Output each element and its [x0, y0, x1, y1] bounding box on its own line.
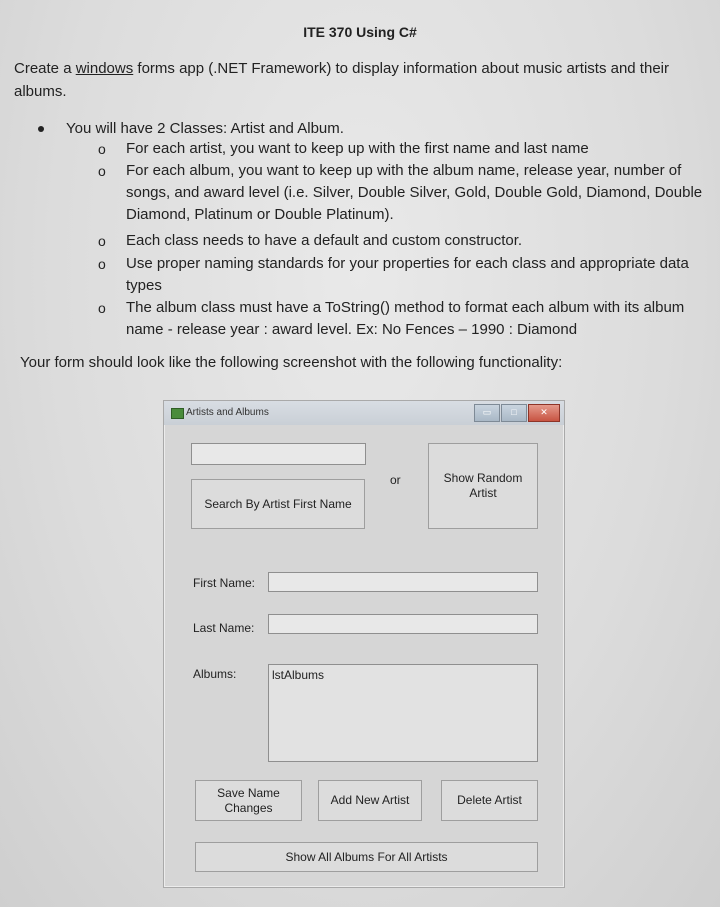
sub-item-text: For each album, you want to keep up with the album name, release year, number of songs, and award level (i.e. Silver, Double Silver, Gold, Double Gold, Diamond, Double Diamond, Platinum or Double Platinum). — [126, 162, 703, 223]
app-icon — [171, 408, 184, 419]
sub-bullet-icon: o — [98, 233, 106, 249]
first-name-label: First Name: — [193, 576, 256, 590]
bullet-dot-icon — [38, 126, 44, 132]
search-by-first-name-button[interactable]: Search By Artist First Name — [191, 479, 365, 529]
sub-bullet-icon: o — [98, 300, 106, 316]
maximize-button[interactable]: □ — [501, 404, 527, 422]
page-title: ITE 370 Using C# — [303, 24, 417, 40]
last-name-label: Last Name: — [193, 621, 255, 635]
sub-bullet-icon: o — [98, 256, 106, 272]
window-titlebar[interactable] — [164, 401, 564, 425]
sub-bullet-icon: o — [98, 141, 106, 157]
albums-list-item[interactable]: lstAlbums — [272, 668, 325, 682]
sub-item-text: For each artist, you want to keep up with the first name and last name — [126, 140, 589, 157]
window-controls — [474, 404, 560, 420]
show-random-artist-button[interactable]: Show Random Artist — [428, 443, 538, 529]
window-title: Artists and Albums — [186, 407, 269, 418]
sub-item-5 — [98, 297, 708, 341]
bullet-main-text: You will have 2 Classes: Artist and Album. — [66, 120, 344, 137]
intro-paragraph — [14, 57, 704, 103]
sub-item-4 — [98, 253, 708, 297]
bullet-main — [38, 120, 344, 137]
sub-item-3 — [98, 230, 708, 252]
albums-label: Albums: — [193, 667, 237, 681]
search-input[interactable] — [191, 443, 366, 465]
close-button[interactable]: ✕ — [528, 404, 560, 422]
form-intro-text: Your form should look like the following screenshot with the following functionality: — [20, 354, 563, 371]
sub-item-text: Use proper naming standards for your properties for each class and appropriate data types — [126, 255, 689, 294]
delete-artist-button[interactable]: Delete Artist — [441, 780, 538, 821]
app-window — [163, 400, 565, 888]
last-name-field[interactable] — [268, 614, 538, 634]
add-new-artist-button[interactable]: Add New Artist — [318, 780, 422, 821]
sub-item-text: The album class must have a ToString() method to format each album with its album name - release year : award level. Ex: No Fences – 1990 : Diamond — [126, 299, 685, 338]
sub-item-1 — [98, 138, 708, 160]
sub-bullet-icon: o — [98, 163, 106, 179]
intro-text-1: Create a — [14, 60, 76, 77]
albums-listbox[interactable] — [268, 664, 538, 762]
save-name-changes-button[interactable]: Save Name Changes — [195, 780, 302, 821]
show-all-albums-button[interactable]: Show All Albums For All Artists — [195, 842, 538, 872]
intro-windows-link[interactable]: windows — [75, 60, 134, 77]
intro-text-2: forms app (.NET Framework) to display information about music artists and their albums. — [14, 60, 669, 100]
or-label: or — [390, 473, 401, 487]
sub-item-text: Each class needs to have a default and custom constructor. — [126, 232, 523, 249]
sub-item-2 — [98, 160, 708, 226]
first-name-field[interactable] — [268, 572, 538, 592]
minimize-button[interactable]: ▭ — [474, 404, 500, 422]
